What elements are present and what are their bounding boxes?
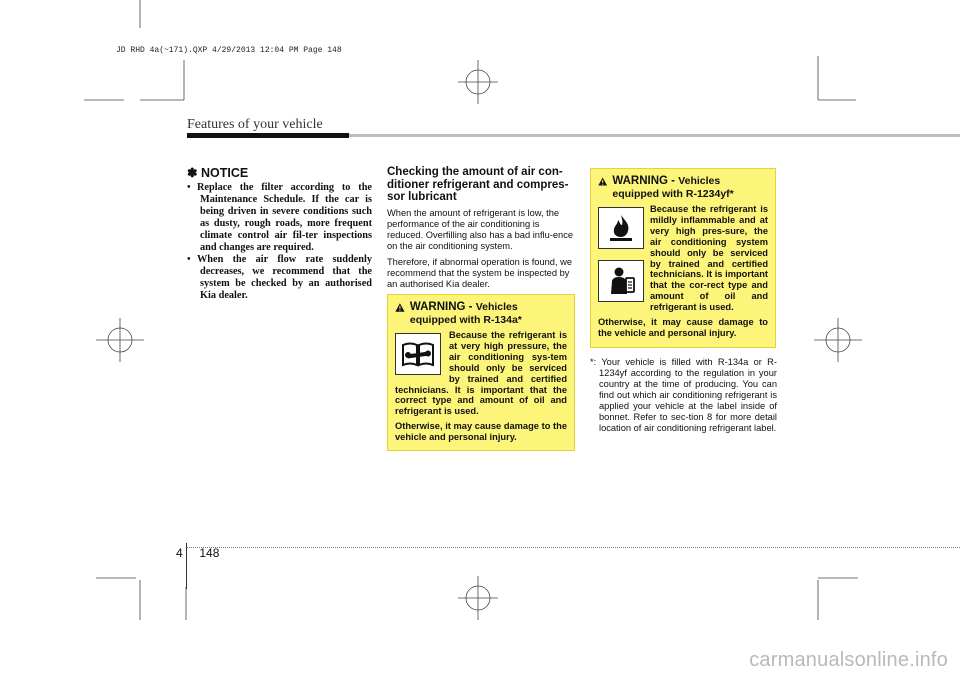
warning-triangle-icon <box>395 301 405 314</box>
warning-label: WARNING - <box>409 301 476 313</box>
notice-block <box>187 165 372 302</box>
notice-item: • Replace the filter according to the Maintenance Schedule. If the car is being driven in severe conditions such as dusty, rough roads, more frequent climate control air fil-ter inspections and changes are required. <box>187 182 372 254</box>
footnote <box>590 357 777 434</box>
warning-triangle-icon <box>598 175 607 188</box>
registration-target-bottom <box>458 576 498 620</box>
paragraph: Therefore, if abnormal operation is found, we recommend that the system be inspected by an authorised Kia dealer. <box>387 256 573 289</box>
technician-icon <box>598 260 644 302</box>
print-slug: JD RHD 4a(~171).QXP 4/29/2013 12:04 PM Page 148 <box>116 46 342 55</box>
warning-box-r134a <box>387 294 575 451</box>
wrench-manual-icon <box>395 333 441 375</box>
warning-box-r1234yf <box>590 168 776 348</box>
warning-body-2: Otherwise, it may cause damage to the vehicle and personal injury. <box>395 421 567 443</box>
notice-symbol-icon: ✽ <box>187 166 198 180</box>
notice-item: • When the air flow rate suddenly decreases, we recommend that the system be checked by an authorised Kia dealer. <box>187 254 372 302</box>
footer-rule <box>186 547 960 548</box>
page-number <box>176 546 219 560</box>
warning-body-2: Otherwise, it may cause damage to the vehicle and personal injury. <box>598 317 768 338</box>
chapter-number: 4 <box>176 546 183 560</box>
refrigerant-check-section <box>387 166 574 295</box>
registration-target-right <box>814 318 862 362</box>
watermark: carmanualsonline.info <box>749 649 948 671</box>
page-number-value: 148 <box>199 546 220 560</box>
section-title: Features of your vehicle <box>187 117 323 132</box>
refrigerant-check-heading: Checking the amount of air con-ditioner refrigerant and compres-sor lubricant <box>387 166 569 203</box>
warning-body: Because the refrigerant is mildly inflammable and at very high pres-sure, the air conditioning system should only be serviced by trained and certified technicians. It is important that the cor-rect type and amount of oil and refrigerant is used. <box>650 204 768 313</box>
notice-title: NOTICE <box>200 166 249 180</box>
warning-body: Because the refrigerant is at very high pressure, the air conditioning sys-tem should only be serviced by trained and certified technicians. It is important that the correct type and amount of oil and refrigerant is used. <box>395 330 567 417</box>
paragraph: When the amount of refrigerant is low, the performance of the air conditioning is reduced. Overfilling also has a bad influ-ence on the air conditioning system. <box>387 207 574 251</box>
warning-label: WARNING - <box>612 175 679 187</box>
header-rule-accent <box>187 133 349 138</box>
notice-list <box>187 182 372 302</box>
warning-subtitle: Vehicles equipped with R-1234yf* <box>612 175 734 200</box>
flammable-icon <box>598 207 644 249</box>
registration-target-top <box>458 60 498 104</box>
warning-subtitle: Vehicles equipped with R-134a* <box>409 301 522 326</box>
footnote-text: *: Your vehicle is filled with R-134a or R-1234yf according to the regulation in your country at the time of producing. You can find out which air conditioning refrigerant is applied your vehicle at the label inside of bonnet. Refer to sec-tion 8 for more detail location of air conditioning refrigerant label. <box>590 357 777 433</box>
registration-target-left <box>96 318 144 362</box>
